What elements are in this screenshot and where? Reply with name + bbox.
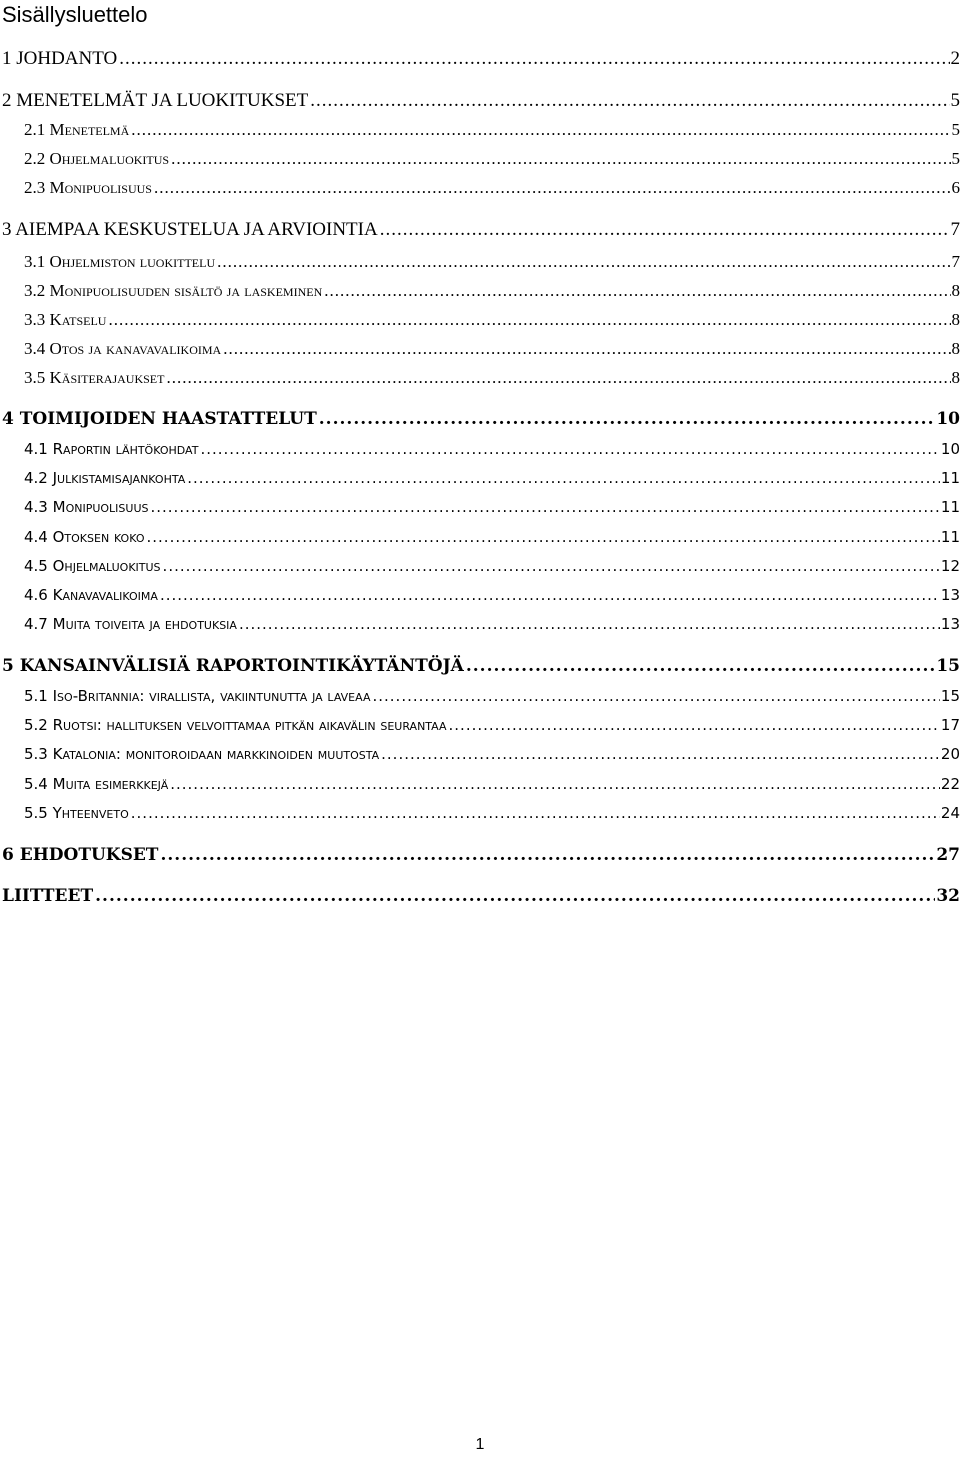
toc-label: 4.5 Ohjelmaluokitus: [24, 557, 161, 575]
toc-leader: [372, 687, 939, 705]
toc-leader: [131, 804, 940, 822]
toc-label: LIITTEET: [2, 886, 94, 906]
toc-leader: [187, 469, 940, 487]
toc-entry-2-3[interactable]: [24, 178, 960, 198]
toc-leader: [131, 120, 950, 140]
page-number: 1: [475, 1436, 485, 1453]
toc-entry-4-5[interactable]: [24, 557, 960, 575]
toc-leader: [324, 281, 950, 301]
toc-page: 11: [940, 469, 960, 487]
toc-label: 4.1 Raportin lähtökohdat: [24, 440, 199, 458]
toc-entry-5-2[interactable]: [24, 716, 960, 734]
toc-leader: [171, 149, 950, 169]
toc-entry-6[interactable]: [2, 845, 960, 865]
toc-label: 5.1 Iso-Britannia: virallista, vakiintunutta ja laveaa: [24, 687, 371, 705]
toc-entry-2-1[interactable]: [24, 120, 960, 140]
toc-leader: [108, 310, 950, 330]
toc-label: 3.2 Monipuolisuuden sisältö ja laskeminen: [24, 281, 323, 300]
toc-page: 11: [940, 498, 960, 516]
toc-page: 20: [940, 745, 960, 763]
toc-entry-3-1[interactable]: [24, 252, 960, 272]
toc-entry-5-5[interactable]: [24, 804, 960, 822]
toc-leader: [381, 745, 940, 763]
toc-label: 3.4 Otos ja kanavavalikoima: [24, 339, 222, 358]
toc-label: 6 EHDOTUKSET: [2, 845, 159, 865]
toc-label: 5.4 Muita esimerkkejä: [24, 775, 169, 793]
toc-leader: [319, 409, 936, 429]
toc-leader: [160, 586, 940, 604]
toc-page: 8: [951, 339, 960, 358]
toc-entry-3-5[interactable]: [24, 368, 960, 388]
toc-leader: [380, 219, 950, 241]
toc-entry-2-2[interactable]: [24, 149, 960, 169]
toc-label: 5 KANSAINVÄLISIÄ RAPORTOINTIKÄYTÄNTÖJÄ: [2, 656, 464, 676]
toc-page: 27: [936, 845, 960, 865]
toc-page: 10: [940, 440, 960, 458]
toc-label: 5.3 Katalonia: monitoroidaan markkinoiden muutosta: [24, 745, 380, 763]
toc-page: 32: [936, 886, 960, 906]
toc-entry-5-3[interactable]: [24, 745, 960, 763]
toc-leader: [147, 528, 940, 546]
toc-label: 3 AIEMPAA KESKUSTELUA JA ARVIOINTIA: [2, 219, 378, 240]
toc-label: 3.5 Käsiterajaukset: [24, 368, 165, 387]
toc-leader: [200, 440, 939, 458]
toc-leader: [160, 845, 935, 865]
toc-label: 4.2 Julkistamisajankohta: [24, 469, 186, 487]
toc-label: 4.4 Otoksen koko: [24, 528, 145, 546]
toc-entry-5[interactable]: [2, 656, 960, 676]
toc-leader: [95, 886, 935, 906]
toc-page: 6: [951, 178, 960, 197]
toc-page: 15: [940, 687, 960, 705]
toc-leader: [154, 178, 951, 198]
toc-entry-4[interactable]: [2, 409, 960, 429]
toc-entry-4-6[interactable]: [24, 586, 960, 604]
toc-page: 10: [936, 409, 960, 429]
toc-page: 5: [951, 149, 960, 168]
toc-leader: [466, 656, 936, 676]
toc-entry-appendices[interactable]: [2, 886, 960, 906]
toc-label: 2 MENETELMÄT JA LUOKITUKSET: [2, 90, 309, 111]
toc-page: 24: [940, 804, 960, 822]
toc-page: 12: [940, 557, 960, 575]
toc-page: 13: [940, 615, 960, 633]
toc-entry-4-1[interactable]: [24, 440, 960, 458]
toc-entry-3-4[interactable]: [24, 339, 960, 359]
toc-entry-5-1[interactable]: [24, 687, 960, 705]
toc-page: 22: [940, 775, 960, 793]
toc-page: 7: [950, 219, 960, 240]
toc-leader: [163, 557, 940, 575]
toc-label: 2.1 Menetelmä: [24, 120, 130, 139]
toc-entry-4-2[interactable]: [24, 469, 960, 487]
toc-label: 5.5 Yhteenveto: [24, 804, 129, 822]
toc-entry-4-7[interactable]: [24, 615, 960, 633]
toc-label: 2.3 Monipuolisuus: [24, 178, 152, 197]
toc-label: 3.1 Ohjelmiston luokittelu: [24, 252, 216, 271]
toc-entry-3[interactable]: [2, 219, 960, 241]
toc-leader: [150, 498, 939, 516]
toc-label: 5.2 Ruotsi: hallituksen velvoittamaa pitkän aikavälin seurantaa: [24, 716, 447, 734]
toc-page: 5: [950, 90, 960, 111]
toc-label: 3.3 Katselu: [24, 310, 107, 329]
toc-leader: [239, 615, 940, 633]
toc-leader: [310, 90, 949, 112]
toc-leader: [119, 48, 949, 70]
toc-leader: [223, 339, 950, 359]
toc-page: 17: [940, 716, 960, 734]
toc-page: 8: [951, 281, 960, 300]
toc-page: 8: [951, 310, 960, 329]
toc-label: 2.2 Ohjelmaluokitus: [24, 149, 170, 168]
toc-page: 13: [940, 586, 960, 604]
toc-page: 15: [936, 656, 960, 676]
toc-leader: [166, 368, 950, 388]
toc-label: 4.3 Monipuolisuus: [24, 498, 149, 516]
toc-page: 7: [951, 252, 960, 271]
toc-label: 4.7 Muita toiveita ja ehdotuksia: [24, 615, 237, 633]
toc-label: 4 TOIMIJOIDEN HAASTATTELUT: [2, 409, 317, 429]
page-title: Sisällysluettelo: [2, 2, 148, 27]
toc-leader: [217, 252, 950, 272]
toc-label: 1 JOHDANTO: [2, 48, 118, 69]
toc-entry-5-4[interactable]: [24, 775, 960, 793]
toc-entry-4-4[interactable]: [24, 528, 960, 546]
toc-page: 2: [950, 48, 960, 69]
toc-leader: [170, 775, 940, 793]
toc-entry-3-2[interactable]: [24, 281, 960, 301]
toc-page: 5: [951, 120, 960, 139]
toc-entry-1[interactable]: [2, 48, 960, 70]
toc-page: 8: [951, 368, 960, 387]
toc-entry-4-3[interactable]: [24, 498, 960, 516]
toc-page: 11: [940, 528, 960, 546]
toc-entry-2[interactable]: [2, 90, 960, 112]
toc-label: 4.6 Kanavavalikoima: [24, 586, 158, 604]
toc-leader: [449, 716, 940, 734]
toc-entry-3-3[interactable]: [24, 310, 960, 330]
